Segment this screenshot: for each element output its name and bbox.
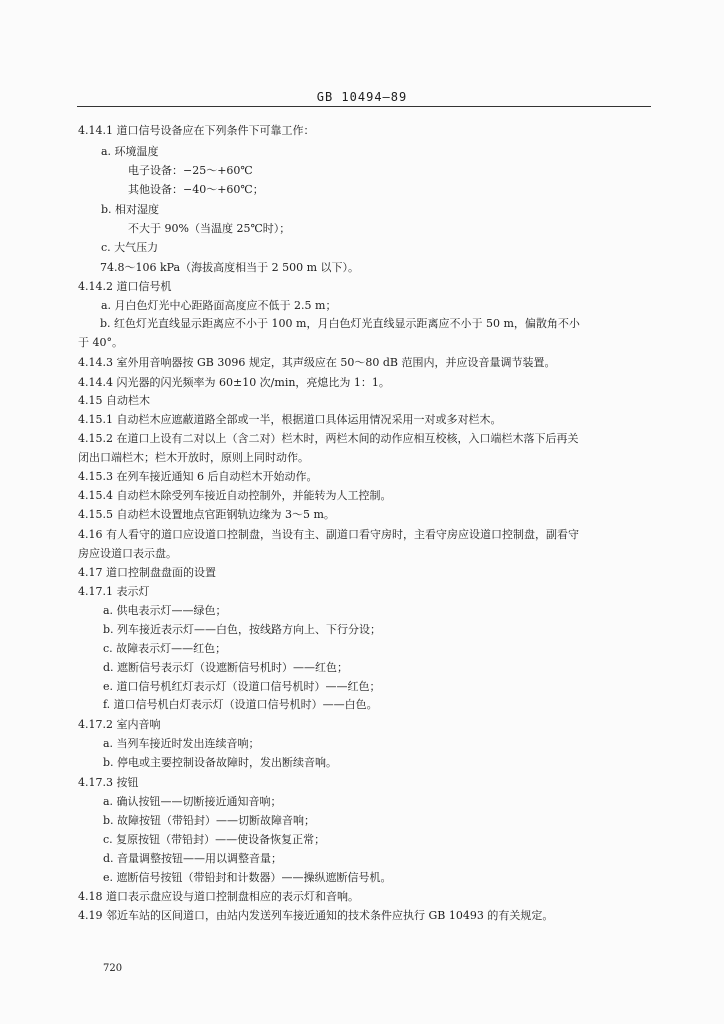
text-line: c. 大气压力 <box>101 241 159 254</box>
text-line: 4.15 自动栏木 <box>78 394 150 407</box>
text-line: 4.16 有人看守的道口应设道口控制盘，当设有主、副道口看守房时，主看守房应设道口控制盘，副看守 <box>78 528 579 541</box>
text-line: 4.14.4 闪光器的闪光频率为 60±10 次/min，亮熄比为 1：1。 <box>78 376 390 389</box>
text-line: e. 遮断信号按钮（带铅封和计数器）——操纵遮断信号机。 <box>103 871 392 884</box>
text-line: b. 列车接近表示灯——白色，按线路方向上、下行分设； <box>103 623 382 636</box>
text-line: d. 遮断信号表示灯（设遮断信号机时）——红色； <box>103 661 349 674</box>
text-line: 74.8～106 kPa（海拔高度相当于 2 500 m 以下）。 <box>100 261 360 274</box>
text-line: c. 复原按钮（带铅封）——使设备恢复正常； <box>103 833 326 846</box>
text-line: 4.14.1 道口信号设备应在下列条件下可靠工作： <box>78 124 315 137</box>
text-line: 电子设备：−25～+60℃ <box>128 164 253 177</box>
text-line: a. 当列车接近时发出连续音响； <box>103 737 260 750</box>
text-line: 4.19 邻近车站的区间道口，由站内发送列车接近通知的技术条件应执行 GB 10493 的有关规定。 <box>78 909 554 922</box>
text-line: b. 红色灯光直线显示距离应不小于 100 m，月白色灯光直线显示距离应不小于 50 m，偏散角不小 <box>100 317 580 330</box>
header-rule <box>77 106 651 107</box>
text-line: b. 相对湿度 <box>101 203 160 216</box>
text-line: 4.17.2 室内音响 <box>78 718 161 731</box>
text-line: 其他设备：−40～+60℃； <box>128 183 264 196</box>
text-line: a. 环境温度 <box>101 145 159 158</box>
text-line: 4.17.3 按钮 <box>78 776 139 789</box>
text-line: e. 道口信号机红灯表示灯（设道口信号机时）——红色； <box>103 680 381 693</box>
page-number: 720 <box>103 963 123 974</box>
text-line: a. 供电表示灯——绿色； <box>103 604 227 617</box>
text-line: d. 音量调整按钮——用以调整音量； <box>103 852 283 865</box>
text-line: 4.15.5 自动栏木设置地点官距钢轨边缘为 3～5 m。 <box>78 508 335 521</box>
text-line: b. 停电或主要控制设备故障时，发出断续音响。 <box>103 756 338 769</box>
text-line: 闭出口端栏木；栏木开放时，原则上同时动作。 <box>78 451 309 464</box>
text-line: a. 确认按钮——切断接近通知音响； <box>103 795 282 808</box>
text-line: 4.17 道口控制盘盘面的设置 <box>78 566 216 579</box>
text-line: 4.15.2 在道口上设有二对以上（含二对）栏木时，两栏木间的动作应相互校核，入口端栏木落下后再关 <box>78 432 579 445</box>
text-line: 4.15.1 自动栏木应遮蔽道路全部或一半，根据道口具体运用情况采用一对或多对栏木。 <box>78 413 502 426</box>
text-line: f. 道口信号机白灯表示灯（设道口信号机时）——白色。 <box>103 698 378 711</box>
text-line: c. 故障表示灯——红色； <box>103 642 227 655</box>
text-line: 于 40°。 <box>78 336 123 349</box>
text-line: 4.14.3 室外用音响器按 GB 3096 规定，其声级应在 50～80 dB 范围内，并应设音量调节装置。 <box>78 356 556 369</box>
text-line: 4.17.1 表示灯 <box>78 585 150 598</box>
text-line: 4.14.2 道口信号机 <box>78 280 172 293</box>
text-line: 房应设道口表示盘。 <box>78 547 177 560</box>
text-line: 4.18 道口表示盘应设与道口控制盘相应的表示灯和音响。 <box>78 890 359 903</box>
text-line: 4.15.4 自动栏木除受列车接近自动控制外，并能转为人工控制。 <box>78 489 392 502</box>
text-line: 不大于 90%（当温度 25℃时）； <box>128 222 291 235</box>
text-line: a. 月白色灯光中心距路面高度应不低于 2.5 m； <box>101 299 337 312</box>
text-line: b. 故障按钮（带铅封）——切断故障音响； <box>103 814 316 827</box>
page-header: GB 10494—89 <box>316 90 408 104</box>
text-line: 4.15.3 在列车接近通知 6 后自动栏木开始动作。 <box>78 470 318 483</box>
